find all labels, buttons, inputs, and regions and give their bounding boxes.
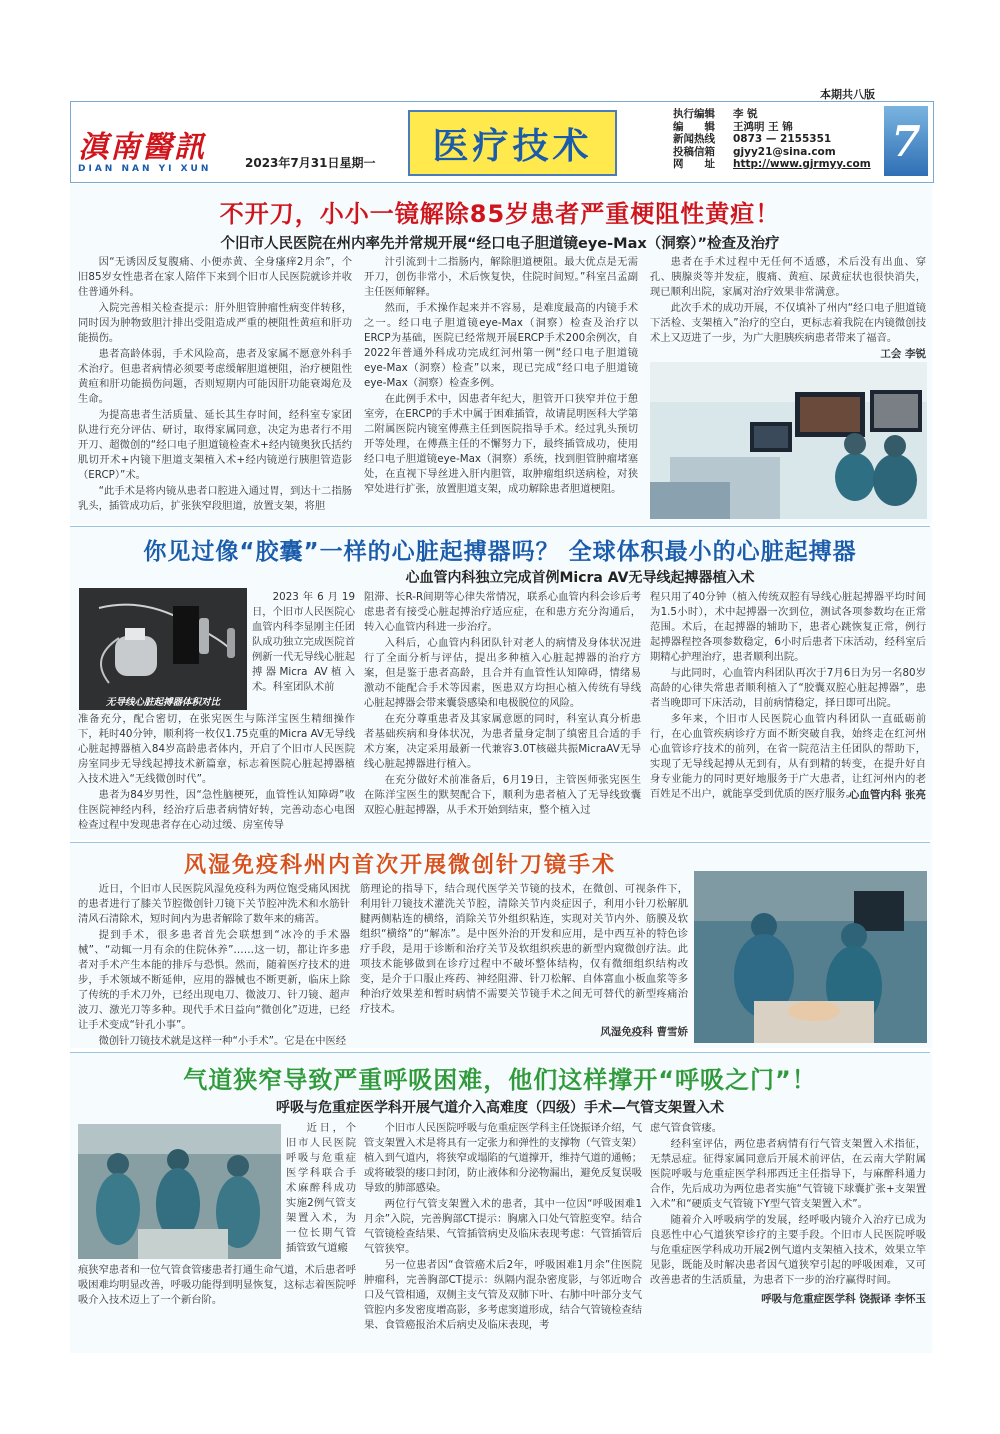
article1-col1: 因“无诱因反复腹痛、小便赤黄、全身瘙痒2月余”，个旧85岁女性患者在家人陪伴下来到个旧市人民医院就诊并收住普通外科。 入院完善相关检查提示：肝外胆管肿瘤性病变伴转移，同时因为肿物致胆汁排出受阻造成严重的梗阻性黄疸和肝功能损伤。 患者高龄体弱，手术风险高，患者及家属不愿意外科手术治疗。但患者病情必须要考虑缓解胆道梗阻，治疗梗阻性黄疸和肝功能损伤问题，否则短期内可能因肝功能衰竭危及生命。 为提高患者生活质量、延长其生存时间，经科室专家团队进行充分评估、研讨，取得家属同意，决定为患者行不用开刀、超微创的“经口电子胆道镜检查术+经内镜奥狄氏括约肌切开术+内镜下胆道支架植入术+经内镜逆行胰胆管造影（ERCP）”术。 “此手术是将内镜从患者口腔进入通过胃，到达十二指肠乳头，插管成功后，扩张狭窄段胆道，放置支架，将胆	[78, 256, 352, 512]
masthead-logo	[78, 122, 228, 174]
pacemaker-comparison-photo	[79, 588, 247, 710]
page-number-box	[884, 106, 928, 176]
article2-col1-top: 2023年6月19日，个旧市人民医院心血管内科李显刚主任团队成功独立完成医院首例新一代无导线心脏起搏器Micra AV植入术。科室团队术前	[252, 591, 355, 693]
masthead-title: 滇南醫訊	[78, 130, 206, 165]
issue-date: 2023年7月31日星期一	[245, 156, 376, 170]
article1-byline: 工会 李锐	[880, 348, 926, 360]
editor-row: 投稿信箱 gjyy21@sina.com	[673, 145, 836, 158]
article4-col1: 痕狭窄患者和一位气管食管瘘患者打通生命气道，术后患者呼吸困难均明显改善，呼吸功能得到明显恢复，这标志着医院呼吸介入技术迈上了一个新台阶。	[78, 1264, 357, 1306]
needle-scope-illustration	[694, 871, 927, 1043]
article1-col2: 汁引流到十二指肠内，解除胆道梗阻。最大优点是无需开刀，创伤非常小，术后恢复快，住院时间短。”科室吕孟副主任医师解释。 然而，手术操作起来并不容易，是难度最高的内镜手术之一。经口电子胆道镜eye-Max（洞察）检查及治疗以ERCP为基础，医院已经常规开展ERCP手术200余例次，自2022年普通外科成功完成红河州第一例“经口电子胆道镜eye-Max（洞察）检查”以来，现已完成“经口电子胆道镜eye-Max（洞察）检查多例。 在此例手术中，因患者年纪大，胆管开口狭窄并位于憩室旁，在ERCP的手术中属于困难插管，故请昆明医科大学第二附属医院内镜室傅燕主任到医院指导手术。经过乳头预切开等处理，在傅燕主任的不懈努力下，最终插管成功，使用经口电子胆道镜eye-Max（洞察）系统，找到胆管肿瘤堵塞处，在直视下导丝进入肝内胆管，取肿瘤组织送病检，对狭窄处进行扩张，放置胆道支架，成功解除患者胆道梗阻。	[364, 256, 638, 495]
article4-col2: 个旧市人民医院呼吸与危重症医学科主任饶振译介绍，气管支架置入术是将具有一定张力和弹性的支撑物（气管支架）植入到气道内，将狭窄或塌陷的气道撑开，维持气道的通畅；或将破裂的瘘口封闭，防止液体和分泌物漏出，避免反复误吸导致的肺部感染。 两位行气管支架置入术的患者，其中一位因“呼吸困难1月余”入院，完善胸部CT提示：胸廓入口处气管腔变窄。结合气管镜检查结果、气管插管病史及临床表现考虑：气管插管后气管狭窄。 另一位患者因“食管癌术后2年，呼吸困难1月余”住医院肿瘤科，完善胸部CT提示：纵隔内混杂密度影，与邻近吻合口及气管相通，双侧主支气管及双肺下叶、右肺中叶部分支气管腔内多发密度增高影，多考虑窦道形成，结合气管镜检查结果、食管癌报治术后病史及临床表现，考	[364, 1122, 643, 1331]
airway-surgery-photo	[78, 1124, 281, 1259]
article3-col2: 筋理论的指导下，结合现代医学关节镜的技术，在微创、可视条件下，利用针刀镜技术灌洗关节腔，清除关节内炎症因子，利用小针刀松解肌腱两侧粘连的横络，消除关节外组织粘连，实现对关节内外、筋膜及软组织“横络”的“解冻”。是中医外治的开发和应用，是中西互补的特色诊疗手段，是用于诊断和治疗关节及软组织疾患的新型内窥微创疗法。此项技术能够做到在诊疗过程中不破坏整体结构，仅有微细组织结构改变，是介于口服止疼药、神经阻滞、针刀松解、自体富血小板血浆等多种治疗效果差和暂时病情不需要关节镜手术之间无可替代的新型疼痛治疗技术。 风湿免疫科 曹雪娇	[360, 883, 688, 1038]
article1-title: 不开刀，小小一镜解除85岁患者严重梗阻性黄疸！	[219, 200, 781, 228]
article3-title: 风湿免疫科州内首次开展微创针刀镜手术	[183, 853, 616, 878]
page-number: 7	[891, 116, 921, 166]
article4-col1-top: 近日，个旧市人民医院呼吸与危重症医学科联合手术麻醉科成功实施2例气管支架置入术，为一位长期气管插管致气道瘢	[286, 1122, 356, 1254]
article4-title: 气道狭窄导致严重呼吸困难，他们这样撑开“呼吸之门”！	[183, 1066, 817, 1094]
article1-col3: 患者在手术过程中无任何不适感，术后没有出血、穿孔、胰腺炎等并发症，腹痛、黄疸、尿黄症状也很快消失，现已顺利出院，家属对治疗效果非常满意。 此次手术的成功开展，不仅填补了州内“经口电子胆道镜下活检、支架植入”治疗的空白，更标志着我院在内镜微创技术上又迈进了一步，为广大胆胰疾病患者带来了福音。 工会 李锐	[650, 256, 926, 360]
article4-byline: 呼吸与危重症医学科 饶振译 李怀玉	[761, 1293, 926, 1305]
editor-row: 网 址 http://www.gjrmyy.com	[673, 158, 871, 170]
edition-note: 本期共八版	[820, 88, 875, 101]
section-title: 医疗技术	[432, 125, 593, 167]
pacemaker-illustration	[79, 588, 247, 710]
article3-byline: 风湿免疫科 曹雪娇	[600, 1026, 688, 1038]
article2-subtitle: 心血管内科独立完成首例Micra AV无导线起搏器植入术	[405, 570, 755, 586]
article2-col2: 阻滞、长R-R间期等心律失常情况，联系心血管内科会诊后考虑患者有接受心脏起搏治疗适应症，在和患方充分沟通后，转入心血管内科进一步治疗。 入科后，心血管内科团队针对老人的病情及身体状况进行了全面分析与评估，提出多种植入心脏起搏器的治疗方案，但是鉴于患者高龄，且合并有血管性认知障碍，情绪易激动不能配合手术等因素，医患双方均担心植入传统有导线心脏起搏器会带来囊袋感染和电极脱位的风险。 在充分尊重患者及其家属意愿的同时，科室认真分析患者基础疾病和身体状况，为患者量身定制了缜密且合适的手术方案，决定采用最新一代兼容3.0T核磁共振MicraAV无导线心脏起搏器进行植入。 在充分做好术前准备后，6月19日，主管医师张宪医生在陈洋宝医生的默契配合下，顺利为患者植入了无导线致囊双腔心脏起搏器，从手术开始到结束，整个植入过	[364, 591, 641, 816]
article2-col1: 准备充分，配合密切，在张宪医生与陈洋宝医生精细操作下，耗时40分钟，顺利将一枚仅1.75克重的Micra AV无导线心脏起搏器植入84岁高龄患者体内，开启了个旧市人民医院房室同步无导线起搏技术新篇章，标志着医院心脏起搏器植入技术进入“无线微创时代”。 患者为84岁男性，因“急性脑梗死，血管性认知障碍”收住医院神经内科，经治疗后患者病情好转，完善动态心电图检查过程中发现患者存在心动过缓、房室传导	[78, 713, 355, 831]
editor-row: 执行编辑 李 锐	[673, 108, 758, 120]
photo-caption: 无导线心脏起搏器体积对比	[105, 697, 220, 708]
article3-col1: 近日，个旧市人民医院风湿免疫科为两位饱受痛风困扰的患者进行了膝关节腔微创针刀镜下关节腔冲洗术和水筋针清风石清除术，短时间内为患者解除了数年来的痛苦。 提到手术，很多患者首先会联想到“冰冷的手术器械”、“动辄一月有余的住院休养”……这一切，都让许多患者对手术产生本能的排斥与恐惧。然而，随着医疗技术的进步，手术领域不断延伸，应用的器械也不断更新，临床上除了传统的手术刀外，已经出现电刀、微波刀、针刀镜、超声波刀、激光刀等多种。现代手术日益向“微创化”迈进，已经让手术变成“针孔小事”。 微创针刀镜技术就是这样一种“小手术”。它是在中医经	[78, 883, 350, 1047]
section-title-box	[408, 110, 617, 176]
editor-row: 编 辑 王鸿明 王 锦	[673, 120, 793, 133]
surgery-room-photo	[650, 362, 927, 519]
editor-row: 新闻热线 0873 — 2155351	[673, 133, 832, 145]
editor-block	[673, 108, 871, 171]
article2-title: 你见过像“胶囊”一样的心脏起搏器吗？ 全球体积最小的心脏起搏器	[143, 539, 857, 565]
airway-surgery-illustration	[78, 1124, 281, 1259]
article4-col3: 虑气管食管瘘。 经科室评估，两位患者病情有行气管支架置入术指征，无禁忌症。征得家属同意后开展术前评估，在云南大学附属医院呼吸与危重症医学科邢西迁主任指导下，与麻醉科通力合作，先后成功为两位患者实施“气管镜下球囊扩张+支架置入术”和“硬质支气管镜下Y型气管支架置入术”。 随着介入呼吸病学的发展，经呼吸内镜介入治疗已成为良恶性中心气道狭窄诊疗的主要手段。个旧市人民医院呼吸与危重症医学科成功开展2例气道内支架植入技术，效果立竿见影，既能及时解决患者因气道狭窄引起的呼吸困难，又可改善患者的生活质量，为患者下一步的治疗赢得时间。 呼吸与危重症医学科 饶振译 李怀玉	[650, 1122, 926, 1305]
surgery-room-illustration	[650, 362, 927, 519]
article2-byline: 心血管内科 张亮	[848, 789, 926, 801]
masthead-pinyin: DIAN NAN YI XUN	[78, 164, 212, 174]
article2-col3: 程只用了40分钟（植入传统双腔有导线心脏起搏器平均时间为1.5小时），术中起搏器一次到位，测试各项参数均在正常范围。术后，在起搏器的辅助下，患者心跳恢复正常，例行起搏器程控各项参数稳定，6小时后患者下床活动，经科室后期精心护理治疗，患者顺利出院。 与此同时，心血管内科团队再次于7月6日为另一名80岁高龄的心律失常患者顺利植入了“胶囊双腔心脏起搏器”，患者当晚即可下床活动，目前病情稳定，择日即可出院。 多年来，个旧市人民医院心血管内科团队一直砥砺前行，在心血管疾病诊疗方面不断突破自我，始终走在红河州心血管诊疗技术的前列，在省一院范洁主任团队的帮助下，实现了无导线起搏从无到有，从有到精的转变，在提升好自身专业能力的同时更好地服务于广大患者，让红河州内的老百姓足不出户，就能享受到优质的医疗服务。 心血管内科 张亮	[650, 591, 926, 801]
article1-subtitle: 个旧市人民医院在州内率先并常规开展“经口电子胆道镜eye-Max（洞察）”检查及治疗	[220, 236, 780, 252]
needle-scope-surgery-photo	[694, 871, 927, 1043]
article4-subtitle: 呼吸与危重症医学科开展气道介入高难度（四级）手术—气管支架置入术	[276, 1100, 724, 1116]
